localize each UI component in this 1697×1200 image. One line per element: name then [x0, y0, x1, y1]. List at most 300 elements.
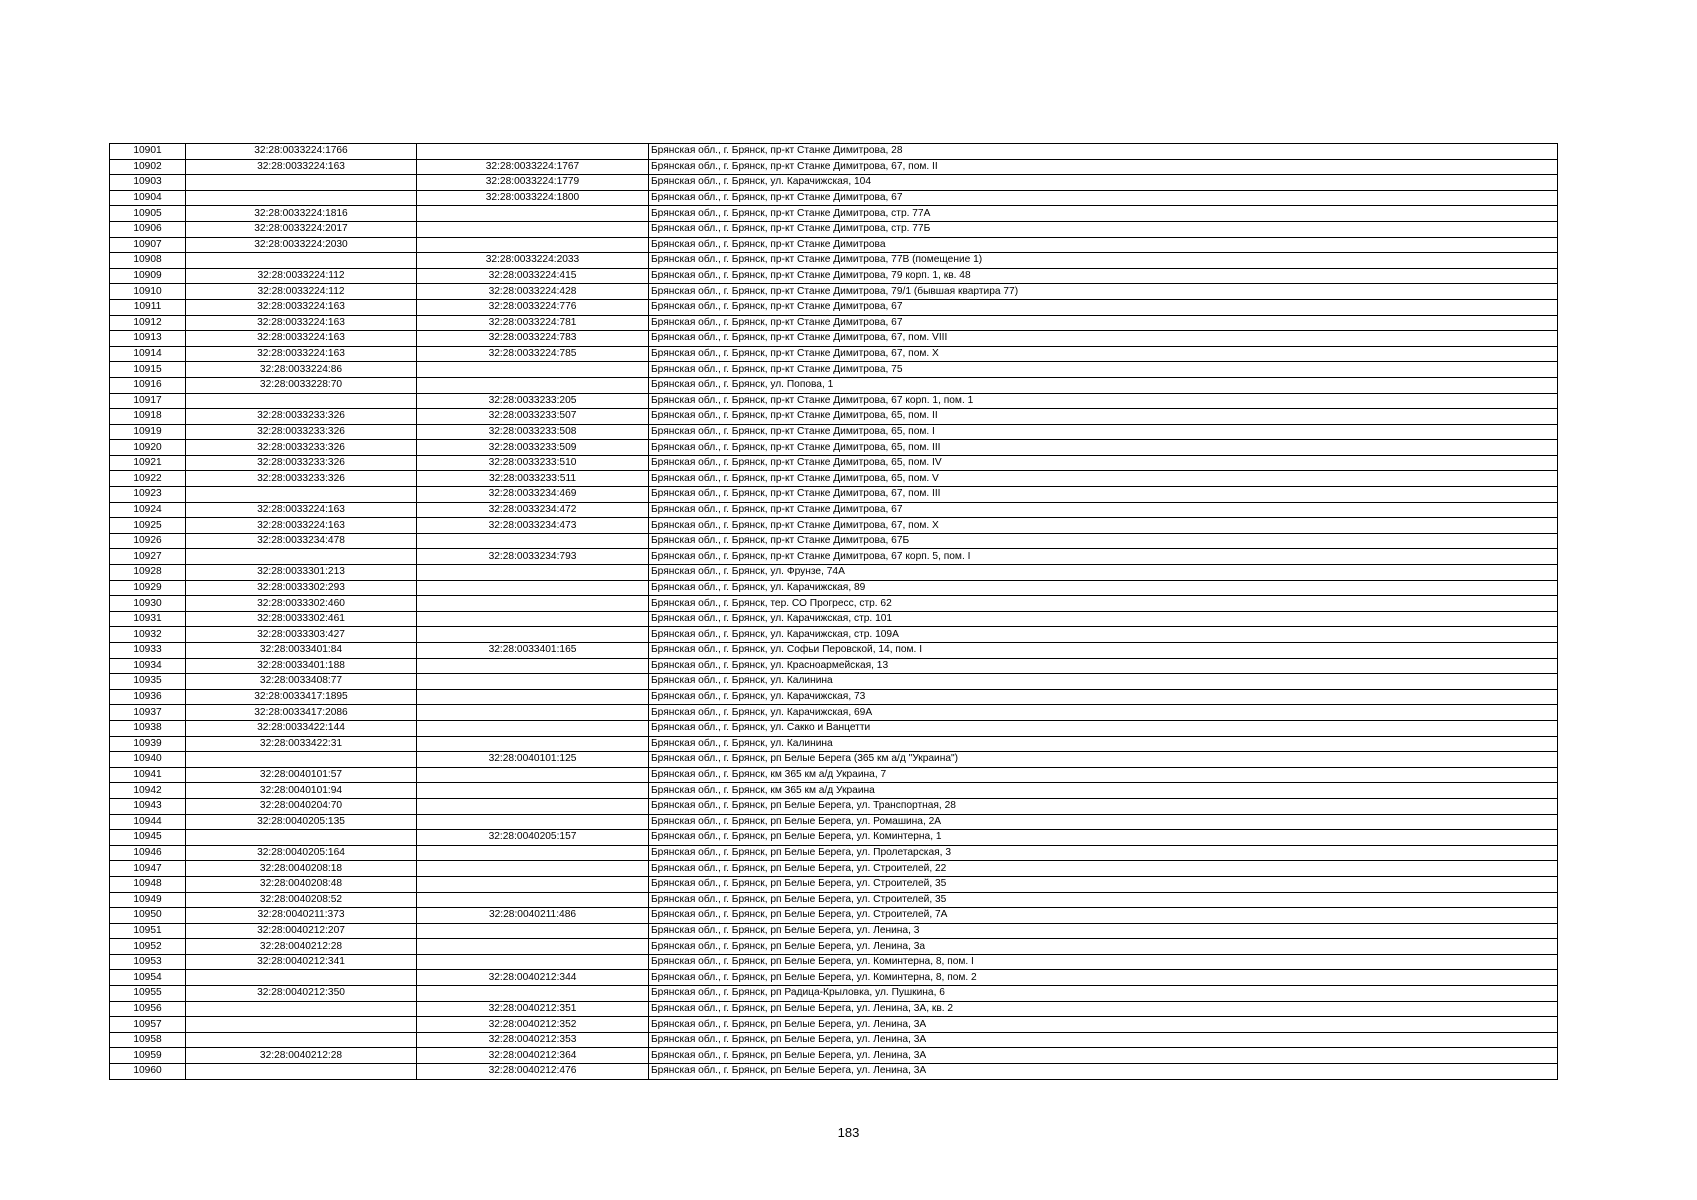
object-cadastral-cell [417, 736, 649, 752]
table-row [110, 502, 1558, 518]
object-cadastral-cell: 32:28:0033224:781 [417, 315, 649, 331]
object-cadastral-cell: 32:28:0033224:1800 [417, 190, 649, 206]
table-row [110, 954, 1558, 970]
parcel-cadastral-cell: 32:28:0040204:70 [186, 798, 417, 814]
row-number-cell: 10901 [110, 144, 186, 160]
parcel-cadastral-cell: 32:28:0033417:2086 [186, 705, 417, 721]
address-cell: Брянская обл., г. Брянск, пр-кт Станке Димитрова, 28 [649, 144, 1558, 160]
address-cell: Брянская обл., г. Брянск, пр-кт Станке Димитрова, 79 корп. 1, кв. 48 [649, 268, 1558, 284]
parcel-cadastral-cell [186, 1064, 417, 1080]
parcel-cadastral-cell [186, 175, 417, 191]
row-number-cell: 10934 [110, 658, 186, 674]
table-row [110, 908, 1558, 924]
table-row [110, 752, 1558, 768]
address-cell: Брянская обл., г. Брянск, пр-кт Станке Димитрова, 65, пом. I [649, 424, 1558, 440]
parcel-cadastral-cell [186, 253, 417, 269]
object-cadastral-cell [417, 986, 649, 1002]
object-cadastral-cell: 32:28:0040212:353 [417, 1032, 649, 1048]
parcel-cadastral-cell [186, 549, 417, 565]
table-row [110, 393, 1558, 409]
object-cadastral-cell: 32:28:0033224:1767 [417, 159, 649, 175]
address-cell: Брянская обл., г. Брянск, ул. Красноармейская, 13 [649, 658, 1558, 674]
registry-body [110, 144, 1558, 1080]
object-cadastral-cell [417, 627, 649, 643]
parcel-cadastral-cell [186, 1001, 417, 1017]
address-cell: Брянская обл., г. Брянск, пр-кт Станке Димитрова, 67, пом. X [649, 518, 1558, 534]
address-cell: Брянская обл., г. Брянск, тер. СО Прогресс, стр. 62 [649, 596, 1558, 612]
row-number-cell: 10918 [110, 409, 186, 425]
address-cell: Брянская обл., г. Брянск, пр-кт Станке Димитрова, 65, пом. III [649, 440, 1558, 456]
parcel-cadastral-cell: 32:28:0033233:326 [186, 471, 417, 487]
table-row [110, 268, 1558, 284]
row-number-cell: 10952 [110, 939, 186, 955]
table-row [110, 1017, 1558, 1033]
object-cadastral-cell [417, 923, 649, 939]
object-cadastral-cell: 32:28:0033224:428 [417, 284, 649, 300]
address-cell: Брянская обл., г. Брянск, ул. Карачижская, 89 [649, 580, 1558, 596]
row-number-cell: 10908 [110, 253, 186, 269]
parcel-cadastral-cell: 32:28:0040212:28 [186, 1048, 417, 1064]
row-number-cell: 10957 [110, 1017, 186, 1033]
object-cadastral-cell: 32:28:0033234:473 [417, 518, 649, 534]
row-number-cell: 10920 [110, 440, 186, 456]
parcel-cadastral-cell: 32:28:0033224:112 [186, 284, 417, 300]
address-cell: Брянская обл., г. Брянск, пр-кт Станке Димитрова, 67 корп. 5, пом. I [649, 549, 1558, 565]
address-cell: Брянская обл., г. Брянск, пр-кт Станке Димитрова, 79/1 (бывшая квартира 77) [649, 284, 1558, 300]
address-cell: Брянская обл., г. Брянск, ул. Сакко и Ванцетти [649, 720, 1558, 736]
table-row [110, 284, 1558, 300]
table-row [110, 986, 1558, 1002]
address-cell: Брянская обл., г. Брянск, пр-кт Станке Димитрова, 67Б [649, 533, 1558, 549]
parcel-cadastral-cell [186, 487, 417, 503]
object-cadastral-cell [417, 954, 649, 970]
row-number-cell: 10955 [110, 986, 186, 1002]
row-number-cell: 10944 [110, 814, 186, 830]
table-row [110, 409, 1558, 425]
table-row [110, 674, 1558, 690]
address-cell: Брянская обл., г. Брянск, рп Белые Берега, ул. Коминтерна, 8, пом. I [649, 954, 1558, 970]
row-number-cell: 10950 [110, 908, 186, 924]
row-number-cell: 10906 [110, 221, 186, 237]
row-number-cell: 10925 [110, 518, 186, 534]
object-cadastral-cell: 32:28:0040212:476 [417, 1064, 649, 1080]
parcel-cadastral-cell: 32:28:0033303:427 [186, 627, 417, 643]
row-number-cell: 10917 [110, 393, 186, 409]
parcel-cadastral-cell: 32:28:0033233:326 [186, 455, 417, 471]
parcel-cadastral-cell: 32:28:0033302:461 [186, 611, 417, 627]
table-row [110, 705, 1558, 721]
object-cadastral-cell [417, 845, 649, 861]
object-cadastral-cell: 32:28:0040211:486 [417, 908, 649, 924]
table-row [110, 144, 1558, 160]
object-cadastral-cell [417, 705, 649, 721]
parcel-cadastral-cell: 32:28:0033233:326 [186, 409, 417, 425]
address-cell: Брянская обл., г. Брянск, рп Белые Берега, ул. Строителей, 35 [649, 876, 1558, 892]
parcel-cadastral-cell: 32:28:0040212:207 [186, 923, 417, 939]
table-row [110, 315, 1558, 331]
table-row [110, 861, 1558, 877]
row-number-cell: 10927 [110, 549, 186, 565]
table-row [110, 1001, 1558, 1017]
object-cadastral-cell [417, 720, 649, 736]
row-number-cell: 10937 [110, 705, 186, 721]
address-cell: Брянская обл., г. Брянск, пр-кт Станке Димитрова, стр. 77А [649, 206, 1558, 222]
table-row [110, 159, 1558, 175]
table-row [110, 175, 1558, 191]
address-cell: Брянская обл., г. Брянск, ул. Карачижская, стр. 101 [649, 611, 1558, 627]
object-cadastral-cell: 32:28:0033401:165 [417, 643, 649, 659]
object-cadastral-cell: 32:28:0033224:785 [417, 346, 649, 362]
address-cell: Брянская обл., г. Брянск, рп Белые Берега, ул. Транспортная, 28 [649, 798, 1558, 814]
row-number-cell: 10945 [110, 830, 186, 846]
address-cell: Брянская обл., г. Брянск, ул. Калинина [649, 674, 1558, 690]
row-number-cell: 10942 [110, 783, 186, 799]
parcel-cadastral-cell: 32:28:0033224:2017 [186, 221, 417, 237]
address-cell: Брянская обл., г. Брянск, рп Белые Берега, ул. Пролетарская, 3 [649, 845, 1558, 861]
address-cell: Брянская обл., г. Брянск, рп Белые Берега, ул. Ленина, 3А [649, 1048, 1558, 1064]
table-row [110, 658, 1558, 674]
parcel-cadastral-cell: 32:28:0033224:163 [186, 299, 417, 315]
address-cell: Брянская обл., г. Брянск, рп Белые Берега (365 км а/д "Украина") [649, 752, 1558, 768]
address-cell: Брянская обл., г. Брянск, рп Белые Берега, ул. Коминтерна, 1 [649, 830, 1558, 846]
row-number-cell: 10923 [110, 487, 186, 503]
address-cell: Брянская обл., г. Брянск, пр-кт Станке Димитрова, 67, пом. II [649, 159, 1558, 175]
object-cadastral-cell [417, 861, 649, 877]
address-cell: Брянская обл., г. Брянск, пр-кт Станке Димитрова, 67 корп. 1, пом. 1 [649, 393, 1558, 409]
address-cell: Брянская обл., г. Брянск, ул. Карачижская, 73 [649, 689, 1558, 705]
row-number-cell: 10930 [110, 596, 186, 612]
table-row [110, 798, 1558, 814]
object-cadastral-cell: 32:28:0040101:125 [417, 752, 649, 768]
parcel-cadastral-cell: 32:28:0033224:163 [186, 331, 417, 347]
object-cadastral-cell: 32:28:0040212:351 [417, 1001, 649, 1017]
parcel-cadastral-cell: 32:28:0033224:163 [186, 502, 417, 518]
object-cadastral-cell: 32:28:0040212:364 [417, 1048, 649, 1064]
parcel-cadastral-cell [186, 1017, 417, 1033]
row-number-cell: 10936 [110, 689, 186, 705]
table-row [110, 1032, 1558, 1048]
row-number-cell: 10938 [110, 720, 186, 736]
table-row [110, 970, 1558, 986]
row-number-cell: 10933 [110, 643, 186, 659]
object-cadastral-cell [417, 580, 649, 596]
table-row [110, 643, 1558, 659]
row-number-cell: 10939 [110, 736, 186, 752]
parcel-cadastral-cell: 32:28:0033234:478 [186, 533, 417, 549]
object-cadastral-cell: 32:28:0033233:511 [417, 471, 649, 487]
table-row [110, 689, 1558, 705]
table-row [110, 892, 1558, 908]
address-cell: Брянская обл., г. Брянск, ул. Карачижская, стр. 109А [649, 627, 1558, 643]
row-number-cell: 10905 [110, 206, 186, 222]
table-row [110, 1064, 1558, 1080]
object-cadastral-cell [417, 565, 649, 581]
table-row [110, 830, 1558, 846]
row-number-cell: 10907 [110, 237, 186, 253]
parcel-cadastral-cell: 32:28:0033224:86 [186, 362, 417, 378]
address-cell: Брянская обл., г. Брянск, пр-кт Станке Димитрова [649, 237, 1558, 253]
address-cell: Брянская обл., г. Брянск, пр-кт Станке Димитрова, стр. 77Б [649, 221, 1558, 237]
row-number-cell: 10946 [110, 845, 186, 861]
parcel-cadastral-cell: 32:28:0040212:28 [186, 939, 417, 955]
address-cell: Брянская обл., г. Брянск, пр-кт Станке Димитрова, 67, пом. III [649, 487, 1558, 503]
parcel-cadastral-cell: 32:28:0033417:1895 [186, 689, 417, 705]
row-number-cell: 10924 [110, 502, 186, 518]
object-cadastral-cell [417, 783, 649, 799]
parcel-cadastral-cell: 32:28:0040212:350 [186, 986, 417, 1002]
address-cell: Брянская обл., г. Брянск, пр-кт Станке Димитрова, 67 [649, 502, 1558, 518]
object-cadastral-cell [417, 611, 649, 627]
parcel-cadastral-cell: 32:28:0040208:18 [186, 861, 417, 877]
table-row [110, 720, 1558, 736]
address-cell: Брянская обл., г. Брянск, рп Белые Берега, ул. Ленина, 3А [649, 1032, 1558, 1048]
address-cell: Брянская обл., г. Брянск, пр-кт Станке Димитрова, 65, пом. V [649, 471, 1558, 487]
parcel-cadastral-cell: 32:28:0033422:144 [186, 720, 417, 736]
table-row [110, 783, 1558, 799]
table-row [110, 221, 1558, 237]
object-cadastral-cell: 32:28:0033234:472 [417, 502, 649, 518]
address-cell: Брянская обл., г. Брянск, пр-кт Станке Димитрова, 67 [649, 299, 1558, 315]
object-cadastral-cell: 32:28:0033224:2033 [417, 253, 649, 269]
row-number-cell: 10909 [110, 268, 186, 284]
row-number-cell: 10921 [110, 455, 186, 471]
row-number-cell: 10947 [110, 861, 186, 877]
address-cell: Брянская обл., г. Брянск, рп Белые Берега, ул. Ленина, 3А [649, 1064, 1558, 1080]
parcel-cadastral-cell: 32:28:0040208:52 [186, 892, 417, 908]
address-cell: Брянская обл., г. Брянск, рп Белые Берега, ул. Ленина, 3А [649, 1017, 1558, 1033]
row-number-cell: 10904 [110, 190, 186, 206]
parcel-cadastral-cell: 32:28:0033302:293 [186, 580, 417, 596]
object-cadastral-cell [417, 658, 649, 674]
parcel-cadastral-cell: 32:28:0033228:70 [186, 377, 417, 393]
address-cell: Брянская обл., г. Брянск, пр-кт Станке Димитрова, 67 [649, 190, 1558, 206]
object-cadastral-cell [417, 767, 649, 783]
object-cadastral-cell: 32:28:0040212:344 [417, 970, 649, 986]
address-cell: Брянская обл., г. Брянск, пр-кт Станке Димитрова, 75 [649, 362, 1558, 378]
table-row [110, 611, 1558, 627]
row-number-cell: 10941 [110, 767, 186, 783]
parcel-cadastral-cell: 32:28:0033224:163 [186, 159, 417, 175]
row-number-cell: 10902 [110, 159, 186, 175]
row-number-cell: 10932 [110, 627, 186, 643]
address-cell: Брянская обл., г. Брянск, рп Радица-Крыловка, ул. Пушкина, 6 [649, 986, 1558, 1002]
parcel-cadastral-cell: 32:28:0040205:135 [186, 814, 417, 830]
row-number-cell: 10959 [110, 1048, 186, 1064]
object-cadastral-cell: 32:28:0033233:509 [417, 440, 649, 456]
parcel-cadastral-cell: 32:28:0033233:326 [186, 440, 417, 456]
table-row [110, 814, 1558, 830]
row-number-cell: 10912 [110, 315, 186, 331]
parcel-cadastral-cell: 32:28:0033224:163 [186, 315, 417, 331]
object-cadastral-cell [417, 674, 649, 690]
row-number-cell: 10922 [110, 471, 186, 487]
row-number-cell: 10948 [110, 876, 186, 892]
parcel-cadastral-cell: 32:28:0033408:77 [186, 674, 417, 690]
object-cadastral-cell [417, 596, 649, 612]
parcel-cadastral-cell: 32:28:0033224:163 [186, 518, 417, 534]
parcel-cadastral-cell: 32:28:0033401:84 [186, 643, 417, 659]
object-cadastral-cell: 32:28:0033224:776 [417, 299, 649, 315]
row-number-cell: 10940 [110, 752, 186, 768]
object-cadastral-cell [417, 144, 649, 160]
table-row [110, 346, 1558, 362]
object-cadastral-cell [417, 892, 649, 908]
row-number-cell: 10928 [110, 565, 186, 581]
row-number-cell: 10916 [110, 377, 186, 393]
address-cell: Брянская обл., г. Брянск, ул. Калинина [649, 736, 1558, 752]
table-row [110, 206, 1558, 222]
table-row [110, 845, 1558, 861]
row-number-cell: 10931 [110, 611, 186, 627]
row-number-cell: 10954 [110, 970, 186, 986]
parcel-cadastral-cell: 32:28:0040101:94 [186, 783, 417, 799]
table-row [110, 876, 1558, 892]
object-cadastral-cell [417, 237, 649, 253]
row-number-cell: 10926 [110, 533, 186, 549]
address-cell: Брянская обл., г. Брянск, ул. Карачижская, 104 [649, 175, 1558, 191]
object-cadastral-cell: 32:28:0033234:469 [417, 487, 649, 503]
page-number: 183 [837, 1125, 860, 1140]
registry-table [109, 143, 1558, 1080]
table-row [110, 455, 1558, 471]
parcel-cadastral-cell [186, 752, 417, 768]
table-row [110, 299, 1558, 315]
parcel-cadastral-cell [186, 830, 417, 846]
table-row [110, 596, 1558, 612]
parcel-cadastral-cell: 32:28:0040212:341 [186, 954, 417, 970]
address-cell: Брянская обл., г. Брянск, рп Белые Берега, ул. Ленина, 3 [649, 923, 1558, 939]
object-cadastral-cell: 32:28:0040205:157 [417, 830, 649, 846]
table-row [110, 518, 1558, 534]
row-number-cell: 10911 [110, 299, 186, 315]
object-cadastral-cell: 32:28:0033233:205 [417, 393, 649, 409]
table-row [110, 253, 1558, 269]
parcel-cadastral-cell: 32:28:0033422:31 [186, 736, 417, 752]
address-cell: Брянская обл., г. Брянск, рп Белые Берега, ул. Строителей, 35 [649, 892, 1558, 908]
row-number-cell: 10914 [110, 346, 186, 362]
table-row [110, 424, 1558, 440]
object-cadastral-cell: 32:28:0033224:783 [417, 331, 649, 347]
table-row [110, 580, 1558, 596]
table-row [110, 487, 1558, 503]
object-cadastral-cell: 32:28:0040212:352 [417, 1017, 649, 1033]
address-cell: Брянская обл., г. Брянск, пр-кт Станке Димитрова, 67 [649, 315, 1558, 331]
row-number-cell: 10929 [110, 580, 186, 596]
address-cell: Брянская обл., г. Брянск, рп Белые Берега, ул. Строителей, 7А [649, 908, 1558, 924]
table-row [110, 939, 1558, 955]
row-number-cell: 10949 [110, 892, 186, 908]
address-cell: Брянская обл., г. Брянск, пр-кт Станке Димитрова, 65, пом. IV [649, 455, 1558, 471]
object-cadastral-cell: 32:28:0033224:1779 [417, 175, 649, 191]
table-row [110, 471, 1558, 487]
table-row [110, 440, 1558, 456]
parcel-cadastral-cell: 32:28:0033224:163 [186, 346, 417, 362]
table-row [110, 362, 1558, 378]
address-cell: Брянская обл., г. Брянск, пр-кт Станке Димитрова, 67, пом. X [649, 346, 1558, 362]
parcel-cadastral-cell [186, 190, 417, 206]
object-cadastral-cell [417, 221, 649, 237]
parcel-cadastral-cell: 32:28:0033224:1816 [186, 206, 417, 222]
object-cadastral-cell [417, 206, 649, 222]
table-row [110, 1048, 1558, 1064]
table-row [110, 549, 1558, 565]
parcel-cadastral-cell: 32:28:0040211:373 [186, 908, 417, 924]
object-cadastral-cell [417, 814, 649, 830]
address-cell: Брянская обл., г. Брянск, рп Белые Берега, ул. Строителей, 22 [649, 861, 1558, 877]
address-cell: Брянская обл., г. Брянск, ул. Карачижская, 69А [649, 705, 1558, 721]
table-row [110, 565, 1558, 581]
object-cadastral-cell [417, 939, 649, 955]
parcel-cadastral-cell [186, 393, 417, 409]
address-cell: Брянская обл., г. Брянск, рп Белые Берега, ул. Ленина, 3а [649, 939, 1558, 955]
row-number-cell: 10910 [110, 284, 186, 300]
parcel-cadastral-cell: 32:28:0033302:460 [186, 596, 417, 612]
address-cell: Брянская обл., г. Брянск, пр-кт Станке Димитрова, 65, пом. II [649, 409, 1558, 425]
address-cell: Брянская обл., г. Брянск, ул. Софьи Перовской, 14, пом. I [649, 643, 1558, 659]
table-row [110, 533, 1558, 549]
row-number-cell: 10913 [110, 331, 186, 347]
parcel-cadastral-cell: 32:28:0033224:2030 [186, 237, 417, 253]
address-cell: Брянская обл., г. Брянск, ул. Фрунзе, 74А [649, 565, 1558, 581]
row-number-cell: 10951 [110, 923, 186, 939]
row-number-cell: 10903 [110, 175, 186, 191]
address-cell: Брянская обл., г. Брянск, пр-кт Станке Димитрова, 67, пом. VIII [649, 331, 1558, 347]
table-row [110, 627, 1558, 643]
object-cadastral-cell [417, 362, 649, 378]
table-row [110, 377, 1558, 393]
object-cadastral-cell: 32:28:0033233:508 [417, 424, 649, 440]
address-cell: Брянская обл., г. Брянск, рп Белые Берега, ул. Коминтерна, 8, пом. 2 [649, 970, 1558, 986]
row-number-cell: 10960 [110, 1064, 186, 1080]
object-cadastral-cell: 32:28:0033234:793 [417, 549, 649, 565]
object-cadastral-cell [417, 798, 649, 814]
row-number-cell: 10935 [110, 674, 186, 690]
address-cell: Брянская обл., г. Брянск, пр-кт Станке Димитрова, 77В (помещение 1) [649, 253, 1558, 269]
row-number-cell: 10958 [110, 1032, 186, 1048]
table-row [110, 190, 1558, 206]
object-cadastral-cell [417, 689, 649, 705]
parcel-cadastral-cell: 32:28:0033401:188 [186, 658, 417, 674]
row-number-cell: 10919 [110, 424, 186, 440]
row-number-cell: 10915 [110, 362, 186, 378]
address-cell: Брянская обл., г. Брянск, рп Белые Берега, ул. Ромашина, 2А [649, 814, 1558, 830]
parcel-cadastral-cell: 32:28:0033301:213 [186, 565, 417, 581]
row-number-cell: 10943 [110, 798, 186, 814]
address-cell: Брянская обл., г. Брянск, км 365 км а/д Украина [649, 783, 1558, 799]
object-cadastral-cell [417, 876, 649, 892]
object-cadastral-cell: 32:28:0033233:510 [417, 455, 649, 471]
parcel-cadastral-cell: 32:28:0033233:326 [186, 424, 417, 440]
object-cadastral-cell: 32:28:0033233:507 [417, 409, 649, 425]
table-row [110, 237, 1558, 253]
parcel-cadastral-cell: 32:28:0033224:112 [186, 268, 417, 284]
address-cell: Брянская обл., г. Брянск, ул. Попова, 1 [649, 377, 1558, 393]
row-number-cell: 10953 [110, 954, 186, 970]
object-cadastral-cell [417, 533, 649, 549]
table-row [110, 331, 1558, 347]
table-row [110, 736, 1558, 752]
parcel-cadastral-cell: 32:28:0040208:48 [186, 876, 417, 892]
row-number-cell: 10956 [110, 1001, 186, 1017]
object-cadastral-cell [417, 377, 649, 393]
parcel-cadastral-cell [186, 1032, 417, 1048]
object-cadastral-cell: 32:28:0033224:415 [417, 268, 649, 284]
parcel-cadastral-cell: 32:28:0040101:57 [186, 767, 417, 783]
table-row [110, 923, 1558, 939]
parcel-cadastral-cell [186, 970, 417, 986]
address-cell: Брянская обл., г. Брянск, км 365 км а/д Украина, 7 [649, 767, 1558, 783]
parcel-cadastral-cell: 32:28:0040205:164 [186, 845, 417, 861]
